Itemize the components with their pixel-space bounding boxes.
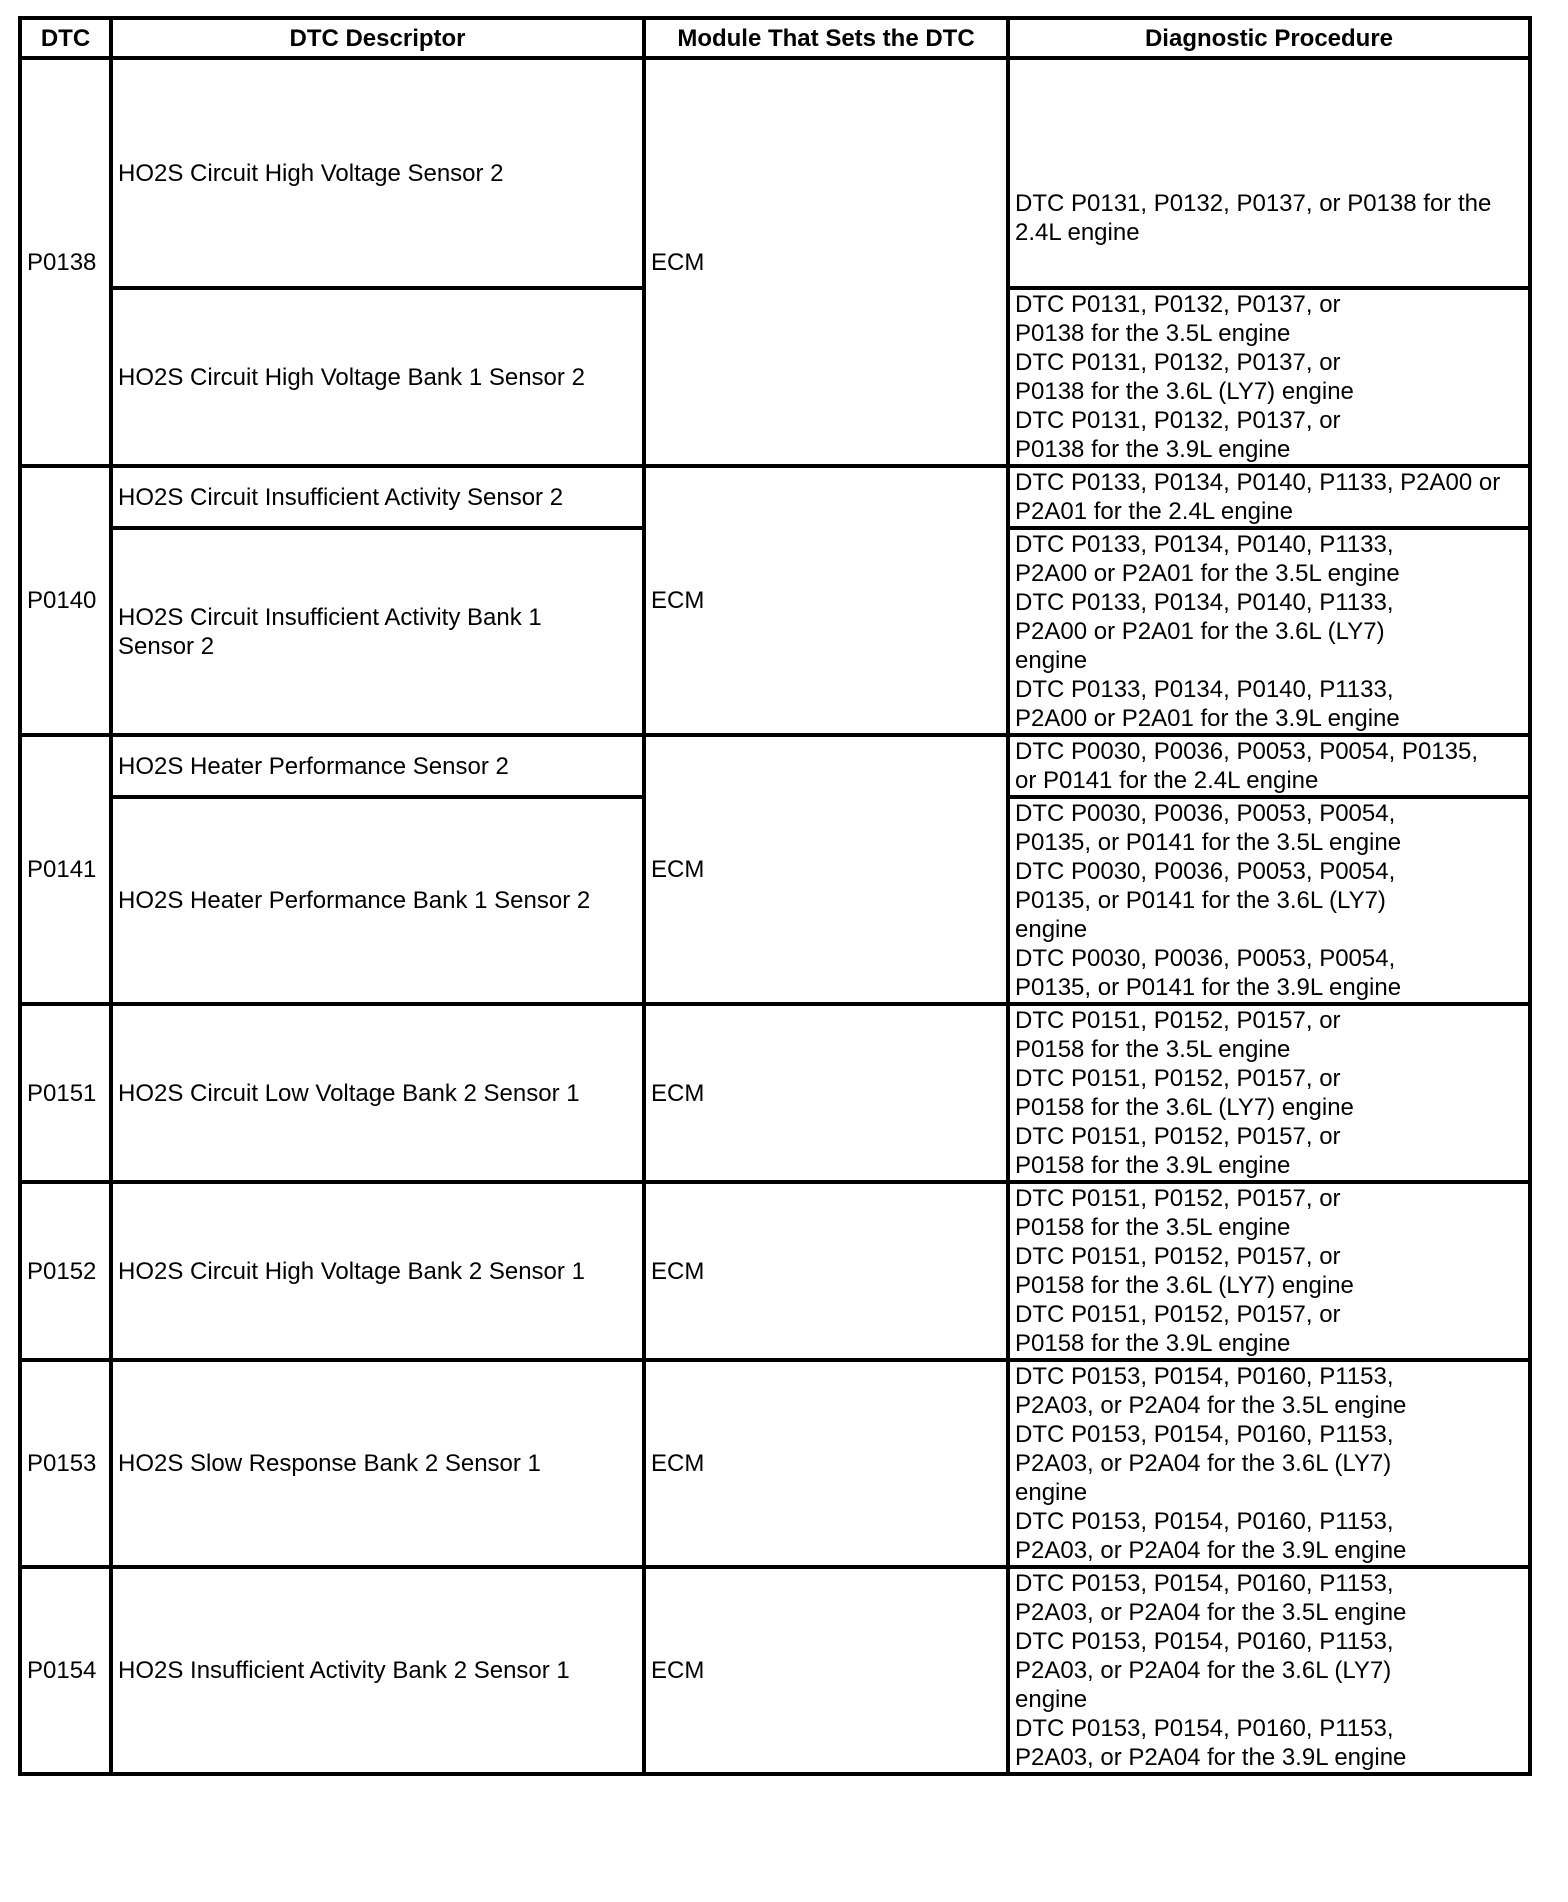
dtc-code: P0152: [20, 1182, 111, 1360]
module-name: ECM: [644, 1182, 1008, 1360]
dtc-descriptor: HO2S Insufficient Activity Bank 2 Sensor 1: [111, 1567, 644, 1774]
table-row: [20, 1182, 1530, 1360]
procedure-line: DTC P0030, P0036, P0053, P0054, P0135, or P0141 for the 3.9L engine: [1015, 945, 1402, 1001]
header-row: [20, 18, 1530, 58]
module-name: ECM: [644, 1360, 1008, 1567]
procedure-line: DTC P0151, P0152, P0157, or P0158 for the 3.6L (LY7) engine: [1015, 1065, 1354, 1121]
dtc-table: [18, 16, 1532, 1776]
procedure-line: DTC P0153, P0154, P0160, P1153, P2A03, or P2A04 for the 3.9L engine: [1015, 1508, 1407, 1564]
dtc-code: P0141: [20, 735, 111, 1004]
diagnostic-procedure: [1008, 797, 1530, 1004]
table-row: [20, 1360, 1530, 1567]
procedure-line: DTC P0133, P0134, P0140, P1133, P2A00 or P2A01 for the 2.4L engine: [1015, 469, 1501, 525]
procedure-line: DTC P0030, P0036, P0053, P0054, P0135, or P0141 for the 3.5L engine: [1015, 800, 1402, 856]
diagnostic-procedure: [1008, 735, 1530, 797]
dtc-code: P0154: [20, 1567, 111, 1774]
dtc-descriptor: HO2S Circuit Insufficient Activity Bank 1 Sensor 2: [111, 528, 644, 735]
procedure-line: DTC P0153, P0154, P0160, P1153, P2A03, or P2A04 for the 3.9L engine: [1015, 1715, 1407, 1771]
header-procedure: Diagnostic Procedure: [1008, 18, 1530, 58]
diagnostic-procedure: [1008, 1360, 1530, 1567]
header-descriptor: DTC Descriptor: [111, 18, 644, 58]
module-name: ECM: [644, 735, 1008, 1004]
procedure-line: DTC P0133, P0134, P0140, P1133, P2A00 or P2A01 for the 3.6L (LY7) engine: [1015, 589, 1394, 674]
table-row: [20, 735, 1530, 797]
dtc-descriptor: HO2S Slow Response Bank 2 Sensor 1: [111, 1360, 644, 1567]
dtc-code: P0138: [20, 58, 111, 466]
procedure-line: DTC P0151, P0152, P0157, or P0158 for the 3.5L engine: [1015, 1185, 1341, 1241]
procedure-line: DTC P0131, P0132, P0137, or P0138 for the 3.9L engine: [1015, 407, 1341, 463]
header-module: Module That Sets the DTC: [644, 18, 1008, 58]
procedure-line: DTC P0153, P0154, P0160, P1153, P2A03, or P2A04 for the 3.5L engine: [1015, 1570, 1407, 1626]
dtc-descriptor: HO2S Heater Performance Sensor 2: [111, 735, 644, 797]
procedure-line: DTC P0151, P0152, P0157, or P0158 for the 3.6L (LY7) engine: [1015, 1243, 1354, 1299]
procedure-line: DTC P0151, P0152, P0157, or P0158 for the 3.9L engine: [1015, 1301, 1341, 1357]
dtc-descriptor: HO2S Circuit Low Voltage Bank 2 Sensor 1: [111, 1004, 644, 1182]
diagnostic-procedure: [1008, 1004, 1530, 1182]
dtc-descriptor: HO2S Circuit Insufficient Activity Sensor 2: [111, 466, 644, 528]
procedure-line: DTC P0153, P0154, P0160, P1153, P2A03, or P2A04 for the 3.5L engine: [1015, 1363, 1407, 1419]
diagnostic-procedure: [1008, 58, 1530, 288]
procedure-line: DTC P0151, P0152, P0157, or P0158 for the 3.9L engine: [1015, 1123, 1341, 1179]
procedure-line: DTC P0131, P0132, P0137, or P0138 for the 3.6L (LY7) engine: [1015, 349, 1354, 405]
dtc-descriptor: HO2S Heater Performance Bank 1 Sensor 2: [111, 797, 644, 1004]
dtc-descriptor: HO2S Circuit High Voltage Sensor 2: [111, 58, 644, 288]
diagnostic-procedure: [1008, 528, 1530, 735]
procedure-line: DTC P0030, P0036, P0053, P0054, P0135, or P0141 for the 2.4L engine: [1015, 738, 1478, 794]
dtc-code: P0153: [20, 1360, 111, 1567]
dtc-descriptor: HO2S Circuit High Voltage Bank 1 Sensor 2: [111, 288, 644, 466]
dtc-code: P0151: [20, 1004, 111, 1182]
procedure-line: DTC P0153, P0154, P0160, P1153, P2A03, or P2A04 for the 3.6L (LY7) engine: [1015, 1628, 1394, 1713]
module-name: ECM: [644, 1004, 1008, 1182]
procedure-line: DTC P0151, P0152, P0157, or P0158 for the 3.5L engine: [1015, 1007, 1341, 1063]
header-dtc: DTC: [20, 18, 111, 58]
module-name: ECM: [644, 466, 1008, 735]
module-name: ECM: [644, 1567, 1008, 1774]
procedure-line: DTC P0133, P0134, P0140, P1133, P2A00 or P2A01 for the 3.5L engine: [1015, 531, 1400, 587]
table-row: [20, 466, 1530, 528]
diagnostic-procedure: [1008, 288, 1530, 466]
dtc-descriptor: HO2S Circuit High Voltage Bank 2 Sensor 1: [111, 1182, 644, 1360]
table-row: [20, 58, 1530, 288]
diagnostic-procedure: [1008, 1182, 1530, 1360]
procedure-line: DTC P0131, P0132, P0137, or P0138 for the 3.5L engine: [1015, 291, 1341, 347]
procedure-line: DTC P0133, P0134, P0140, P1133, P2A00 or P2A01 for the 3.9L engine: [1015, 676, 1400, 732]
diagnostic-procedure: [1008, 1567, 1530, 1774]
table-row: [20, 1567, 1530, 1774]
diagnostic-procedure: [1008, 466, 1530, 528]
procedure-line: DTC P0131, P0132, P0137, or P0138 for the 2.4L engine: [1015, 190, 1492, 246]
procedure-line: DTC P0153, P0154, P0160, P1153, P2A03, or P2A04 for the 3.6L (LY7) engine: [1015, 1421, 1394, 1506]
module-name: ECM: [644, 58, 1008, 466]
procedure-line: DTC P0030, P0036, P0053, P0054, P0135, or P0141 for the 3.6L (LY7) engine: [1015, 858, 1396, 943]
table-row: [20, 1004, 1530, 1182]
dtc-code: P0140: [20, 466, 111, 735]
